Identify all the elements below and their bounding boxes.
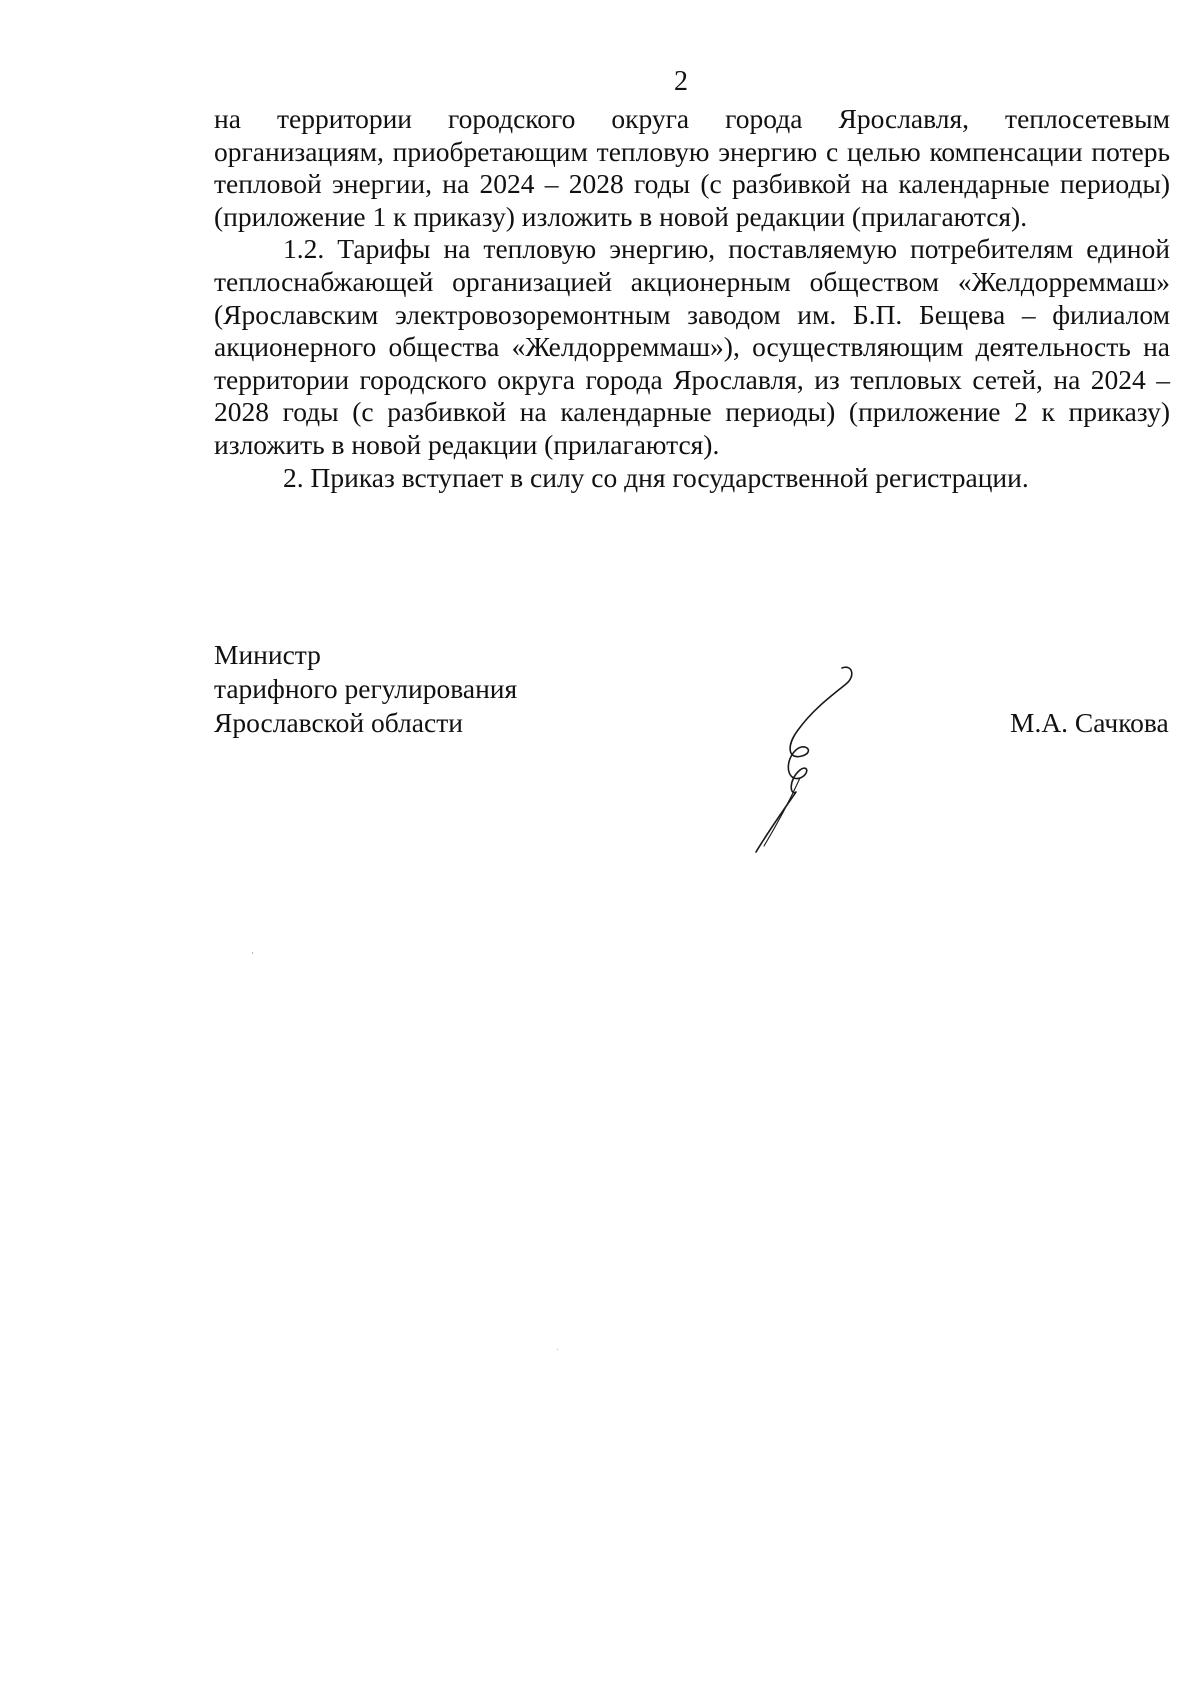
signer-name: М.А. Сачкова	[1010, 707, 1169, 738]
signer-position-line: Ярославской области	[214, 707, 463, 738]
scan-speck	[557, 1349, 558, 1350]
signer-position-line: Министр	[214, 639, 321, 670]
signer-position-line: тарифного регулирования	[214, 673, 518, 704]
page-number: 2	[674, 66, 688, 97]
paragraph-item-2: 2. Приказ вступает в силу со дня государственной регистрации.	[283, 461, 1029, 493]
handwritten-signature	[730, 660, 860, 860]
paragraph-item-1-2: 1.2. Тарифы на тепловую энергию, поставляемую потребителям единой теплоснабжающей организацией акционерным обществом «Желдорреммаш» (Ярославским электровозоремонтным заводом им. Б.П. Бещева – филиалом акционерного общества «Желдорреммаш»), осуществляющим деятельность на территории городского округа города Ярославля, из тепловых сетей, на 2024 – 2028 годы (с разбивкой на календарные периоды) (приложение 2 к приказу) изложить в новой редакции (прилагаются).	[214, 233, 1170, 460]
paragraph-continuation: на территории городского округа города Ярославля, теплосетевым организациям, приобретающим тепловую энергию с целью компенсации потерь тепловой энергии, на 2024 – 2028 годы (с разбивкой на календарные периоды) (приложение 1 к приказу) изложить в новой редакции (прилагаются).	[214, 103, 1170, 232]
scan-speck	[252, 952, 253, 954]
document-body	[214, 103, 1170, 494]
signer-position	[214, 638, 517, 740]
